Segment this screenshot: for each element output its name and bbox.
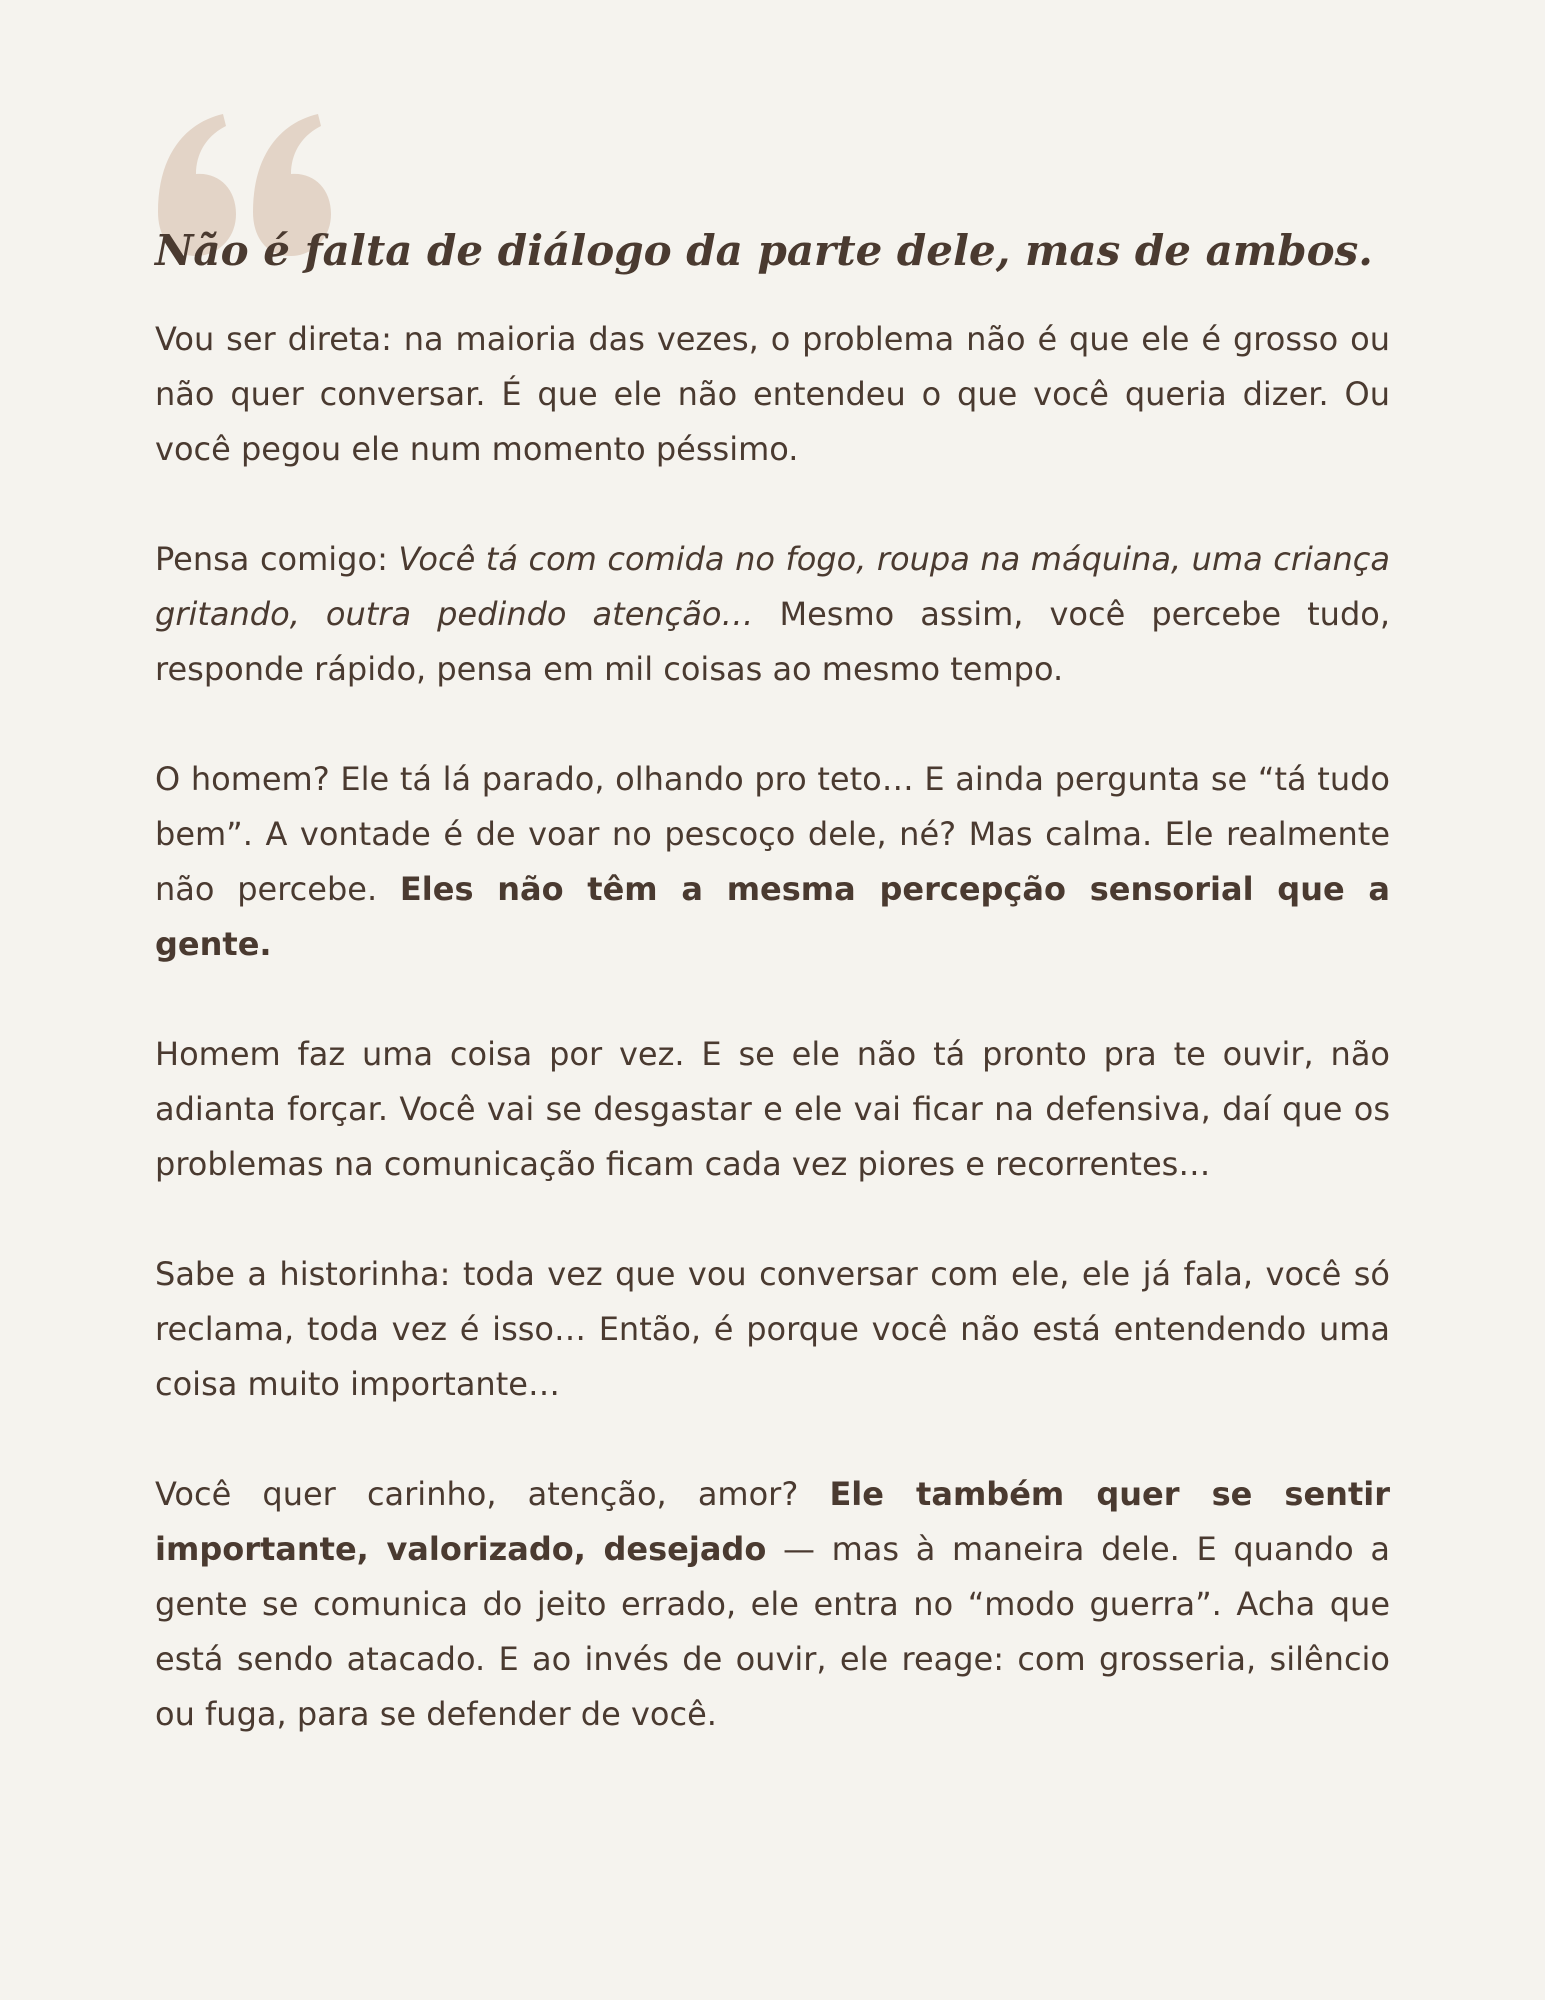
paragraph-text: Homem faz uma coisa por vez. E se ele não tá pronto pra te ouvir, não adianta forçar. Você vai se desgastar e ele vai ficar na defensiva, daí que os problemas na comunicação ficam cada vez piores e recorrentes… [155, 1035, 1390, 1183]
bold-text: Eles não têm a mesma percepção sensorial que a gente. [155, 870, 1391, 963]
paragraph-6 [155, 1467, 1390, 1742]
paragraph-2 [155, 532, 1390, 697]
bold-text: Ele também quer se sentir importante, valorizado, desejado [155, 1475, 1391, 1568]
paragraph-text: Sabe a historinha: toda vez que vou conversar com ele, ele já fala, você só reclama, toda vez é isso… Então, é porque você não está entendendo uma coisa muito importante… [155, 1255, 1390, 1403]
paragraph-text: Vou ser direta: na maioria das vezes, o problema não é que ele é grosso ou não quer conversar. É que ele não entendeu o que você queria dizer. Ou você pegou ele num momento péssimo. [155, 320, 1390, 468]
italic-text: Você tá com comida no fogo, roupa na máquina, uma criança gritando, outra pedindo atenção… [155, 540, 1391, 633]
paragraph-text: O homem? Ele tá lá parado, olhando pro teto… E ainda pergunta se “tá tudo bem”. A vontade é de voar no pescoço dele, né? Mas calma. Ele realmente não percebe. [155, 760, 1390, 908]
paragraph-1 [155, 312, 1390, 477]
page-title: Não é falta de diálogo da parte dele, mas de ambos. [155, 226, 1373, 275]
paragraph-5 [155, 1247, 1390, 1412]
paragraph-4 [155, 1027, 1390, 1192]
paragraph-text: Pensa comigo: [155, 540, 399, 578]
article [155, 220, 1390, 1742]
paragraph-text: Mesmo assim, você percebe tudo, responde rápido, pensa em mil coisas ao mesmo tempo. [155, 595, 1391, 688]
paragraph-text: — mas à maneira dele. E quando a gente se comunica do jeito errado, ele entra no “modo guerra”. Acha que está sendo atacado. E ao invés de ouvir, ele reage: com grosseria, silêncio ou fuga, para se defender de você. [155, 1530, 1391, 1733]
paragraph-3 [155, 752, 1390, 972]
paragraph-text: Você quer carinho, atenção, amor? [155, 1475, 830, 1513]
